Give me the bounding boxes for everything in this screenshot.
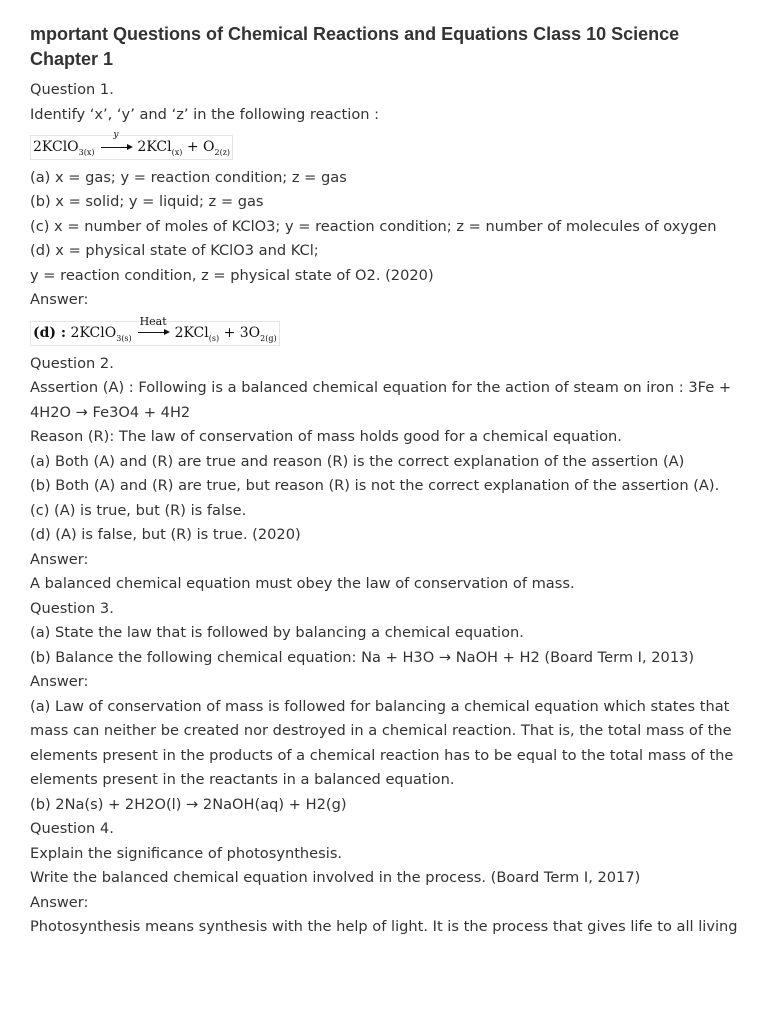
option-c: (c) x = number of moles of KClO3; y = reaction condition; z = number of molecules of oxygen: [30, 217, 717, 235]
text-line: Assertion (A) : Following is a balanced chemical equation for the action of steam on iron : 3Fe +: [30, 379, 732, 397]
question-heading: Question 3.: [30, 599, 114, 617]
reaction-arrow: [136, 314, 170, 341]
ans-reactant-state: 3(s): [116, 333, 132, 343]
option-a: (a) x = gas; y = reaction condition; z = gas: [30, 168, 347, 186]
answer-text: A balanced chemical equation must obey the law of conservation of mass.: [30, 575, 575, 593]
text-line: (a) Both (A) and (R) are true and reason (R) is the correct explanation of the assertion (A): [30, 452, 685, 470]
answer-prefix: (d) :: [33, 324, 67, 341]
ans-product-1-state: (s): [208, 333, 220, 343]
answer-text: elements present in the products of a chemical reaction has to be equal to the total mass of the: [30, 746, 734, 764]
answer-label: Answer:: [30, 550, 89, 568]
ans-reactant: 2KClO: [70, 324, 117, 341]
question-text: Identify ‘x’, ‘y’ and ‘z’ in the following reaction :: [30, 105, 380, 123]
answer-label: Answer:: [30, 291, 89, 309]
answer-text: (a) Law of conservation of mass is followed for balancing a chemical equation which states that: [30, 697, 730, 715]
reaction-equation-image: [30, 130, 233, 160]
answer-label: Answer:: [30, 893, 89, 911]
answer-text: elements present in the reactants in a balanced equation.: [30, 771, 455, 789]
text-line: (c) (A) is true, but (R) is false.: [30, 501, 247, 519]
text-line: (b) Both (A) and (R) are true, but reason (R) is not the correct explanation of the assertion (A).: [30, 477, 720, 495]
option-d: (d) x = physical state of KClO3 and KCl;: [30, 242, 319, 260]
eq-plus: +: [186, 139, 199, 155]
ans-product-1: 2KCl: [174, 324, 209, 341]
page-title: mportant Questions of Chemical Reactions and Equations Class 10 Science Chapter 1: [30, 24, 680, 69]
ans-plus: +: [223, 324, 236, 341]
question-heading: Question 4.: [30, 820, 114, 838]
text-line: 4H2O → Fe3O4 + 4H2: [30, 403, 191, 421]
text-line: (b) Balance the following chemical equation: Na + H3O → NaOH + H2 (Board Term I, 2013): [30, 648, 695, 666]
eq-product-2: O: [203, 139, 215, 155]
option-d-continued: y = reaction condition, z = physical state of O2. (2020): [30, 266, 434, 284]
ans-product-2: 3O: [239, 324, 261, 341]
answer-text: Photosynthesis means synthesis with the help of light. It is the process that gives life to all living: [30, 918, 738, 936]
text-line: Reason (R): The law of conservation of mass holds good for a chemical equation.: [30, 428, 622, 446]
answer-text: mass can neither be created nor destroyed in a chemical reaction. That is, the total mass of the: [30, 722, 732, 740]
answer-text: (b) 2Na(s) + 2H2O(l) → 2NaOH(aq) + H2(g): [30, 795, 347, 813]
reaction-arrow: [99, 130, 133, 155]
eq-product-1-state: (x): [171, 147, 183, 157]
question-heading: Question 2.: [30, 354, 114, 372]
text-line: (d) (A) is false, but (R) is true. (2020): [30, 526, 301, 544]
question-heading: Question 1.: [30, 81, 114, 98]
option-b: (b) x = solid; y = liquid; z = gas: [30, 193, 264, 211]
answer-equation-image: [30, 314, 280, 346]
ans-product-2-state: 2(g): [260, 333, 277, 343]
eq-product-2-state: 2(z): [214, 147, 231, 157]
text-line: Explain the significance of photosynthesis.: [30, 844, 343, 862]
eq-reactant-state: 3(x): [78, 147, 95, 157]
arrow-label: y: [113, 130, 119, 140]
arrow-label: Heat: [139, 314, 167, 328]
eq-reactant: 2KClO: [33, 139, 79, 155]
eq-product-1: 2KCl: [137, 139, 172, 155]
answer-label: Answer:: [30, 673, 89, 691]
text-line: (a) State the law that is followed by balancing a chemical equation.: [30, 624, 524, 642]
text-line: Write the balanced chemical equation involved in the process. (Board Term I, 2017): [30, 869, 641, 887]
